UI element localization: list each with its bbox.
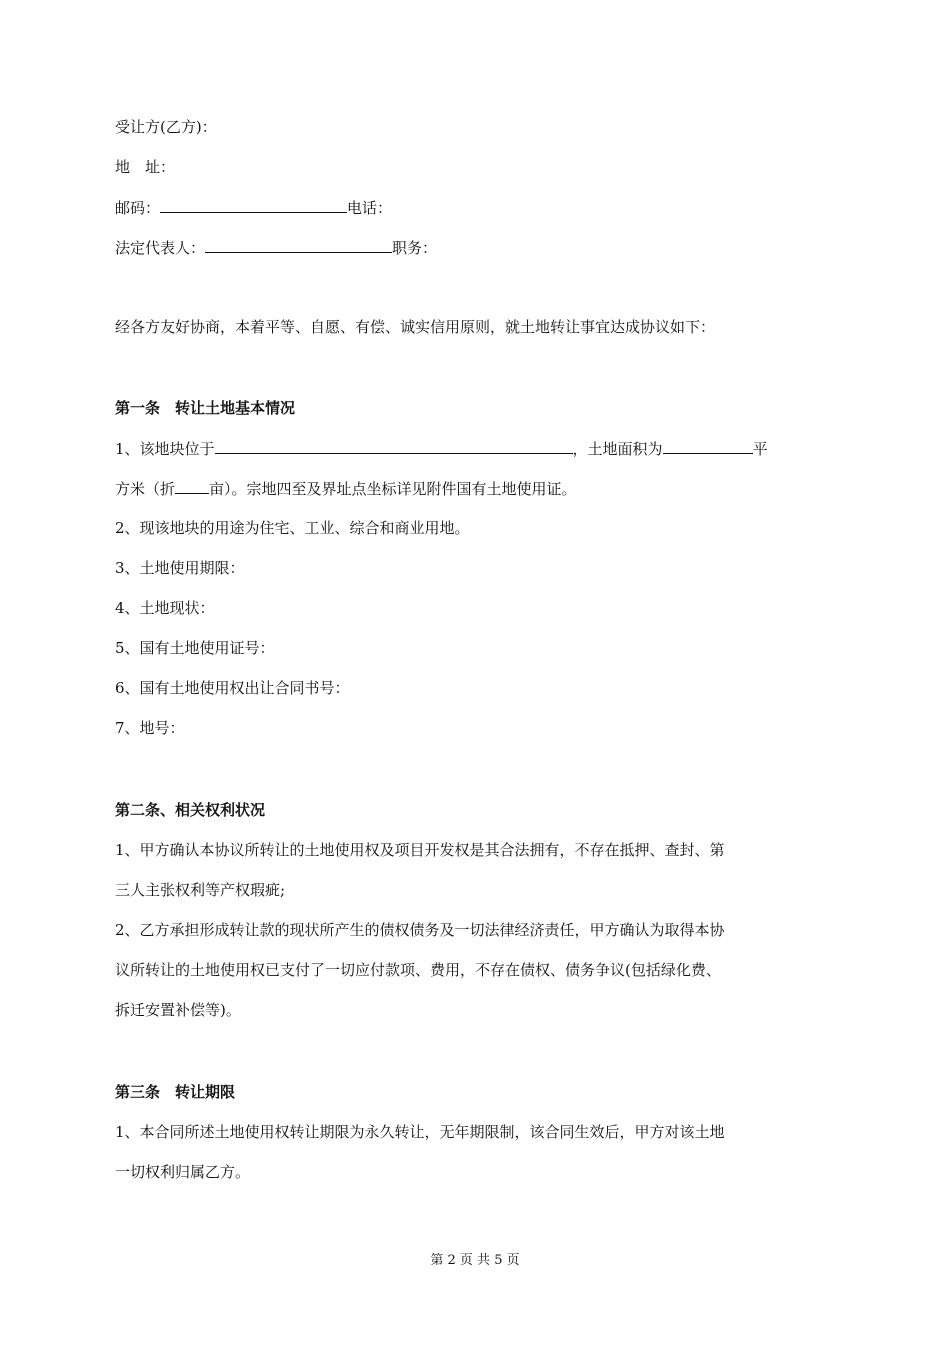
article3-title: 第三条 转让期限 xyxy=(115,1083,236,1101)
article2-item2-line3: 拆迁安置补偿等)。 xyxy=(115,1001,241,1019)
article1-item7: 7、地号： xyxy=(115,719,185,737)
article1-item1-line1 xyxy=(115,438,768,459)
article1-item1-location-label: 1、该地块位于 xyxy=(115,440,215,458)
position-label: 职务： xyxy=(392,239,438,257)
postcode-label: 邮码： xyxy=(115,199,161,217)
article1-item1-mu-label: 方米（折 xyxy=(115,480,176,498)
postcode-phone-line xyxy=(115,197,392,218)
legal-rep-line xyxy=(115,237,437,258)
phone-label: 电话： xyxy=(347,199,393,217)
page-footer: 第 2 页 共 5 页 xyxy=(430,1253,520,1268)
article1-item2: 2、现该地块的用途为住宅、工业、综合和商业用地。 xyxy=(115,519,470,537)
intro-paragraph: 经各方友好协商，本着平等、自愿、有偿、诚实信用原则，就土地转让事宜达成协议如下： xyxy=(115,318,716,336)
area-blank xyxy=(663,438,753,454)
article2-title: 第二条、相关权利状况 xyxy=(115,801,266,819)
article1-item5: 5、国有土地使用证号： xyxy=(115,639,275,657)
article2-item2-line1: 2、乙方承担形成转让款的现状所产生的债权债务及一切法律经济责任，甲方确认为取得本协 xyxy=(115,921,725,939)
article1-item1-unit: 平 xyxy=(752,440,768,458)
article1-item4: 4、土地现状： xyxy=(115,599,215,617)
article2-item2-line2: 议所转让的土地使用权已支付了一切应付款项、费用，不存在债权、债务争议(包括绿化费、 xyxy=(115,961,721,979)
legal-rep-label: 法定代表人： xyxy=(115,239,206,257)
article1-item1-rest: 亩）。宗地四至及界址点坐标详见附件国有土地使用证。 xyxy=(209,480,577,498)
article1-item3: 3、土地使用期限： xyxy=(115,559,245,577)
article3-item1-line1: 1、本合同所述土地使用权转让期限为永久转让，无年期限制，该合同生效后，甲方对该土地 xyxy=(115,1123,725,1141)
article1-item1-line2 xyxy=(115,478,577,499)
article1-item1-area-label: ，土地面积为 xyxy=(572,440,663,458)
article1-item6: 6、国有土地使用权出让合同书号： xyxy=(115,679,350,697)
party-b-label: 受让方(乙方)： xyxy=(115,118,217,136)
location-blank xyxy=(215,438,573,454)
legal-rep-blank xyxy=(205,237,392,253)
article3-item1-line2: 一切权利归属乙方。 xyxy=(115,1163,251,1181)
address-line: 地 址： xyxy=(115,158,176,176)
article2-item1-line2: 三人主张权利等产权瑕疵; xyxy=(115,881,286,899)
mu-blank xyxy=(175,478,209,494)
postcode-blank xyxy=(160,197,347,213)
article2-item1-line1: 1、甲方确认本协议所转让的土地使用权及项目开发权是其合法拥有，不存在抵押、查封、第 xyxy=(115,841,725,859)
article1-title: 第一条 转让土地基本情况 xyxy=(115,399,296,417)
